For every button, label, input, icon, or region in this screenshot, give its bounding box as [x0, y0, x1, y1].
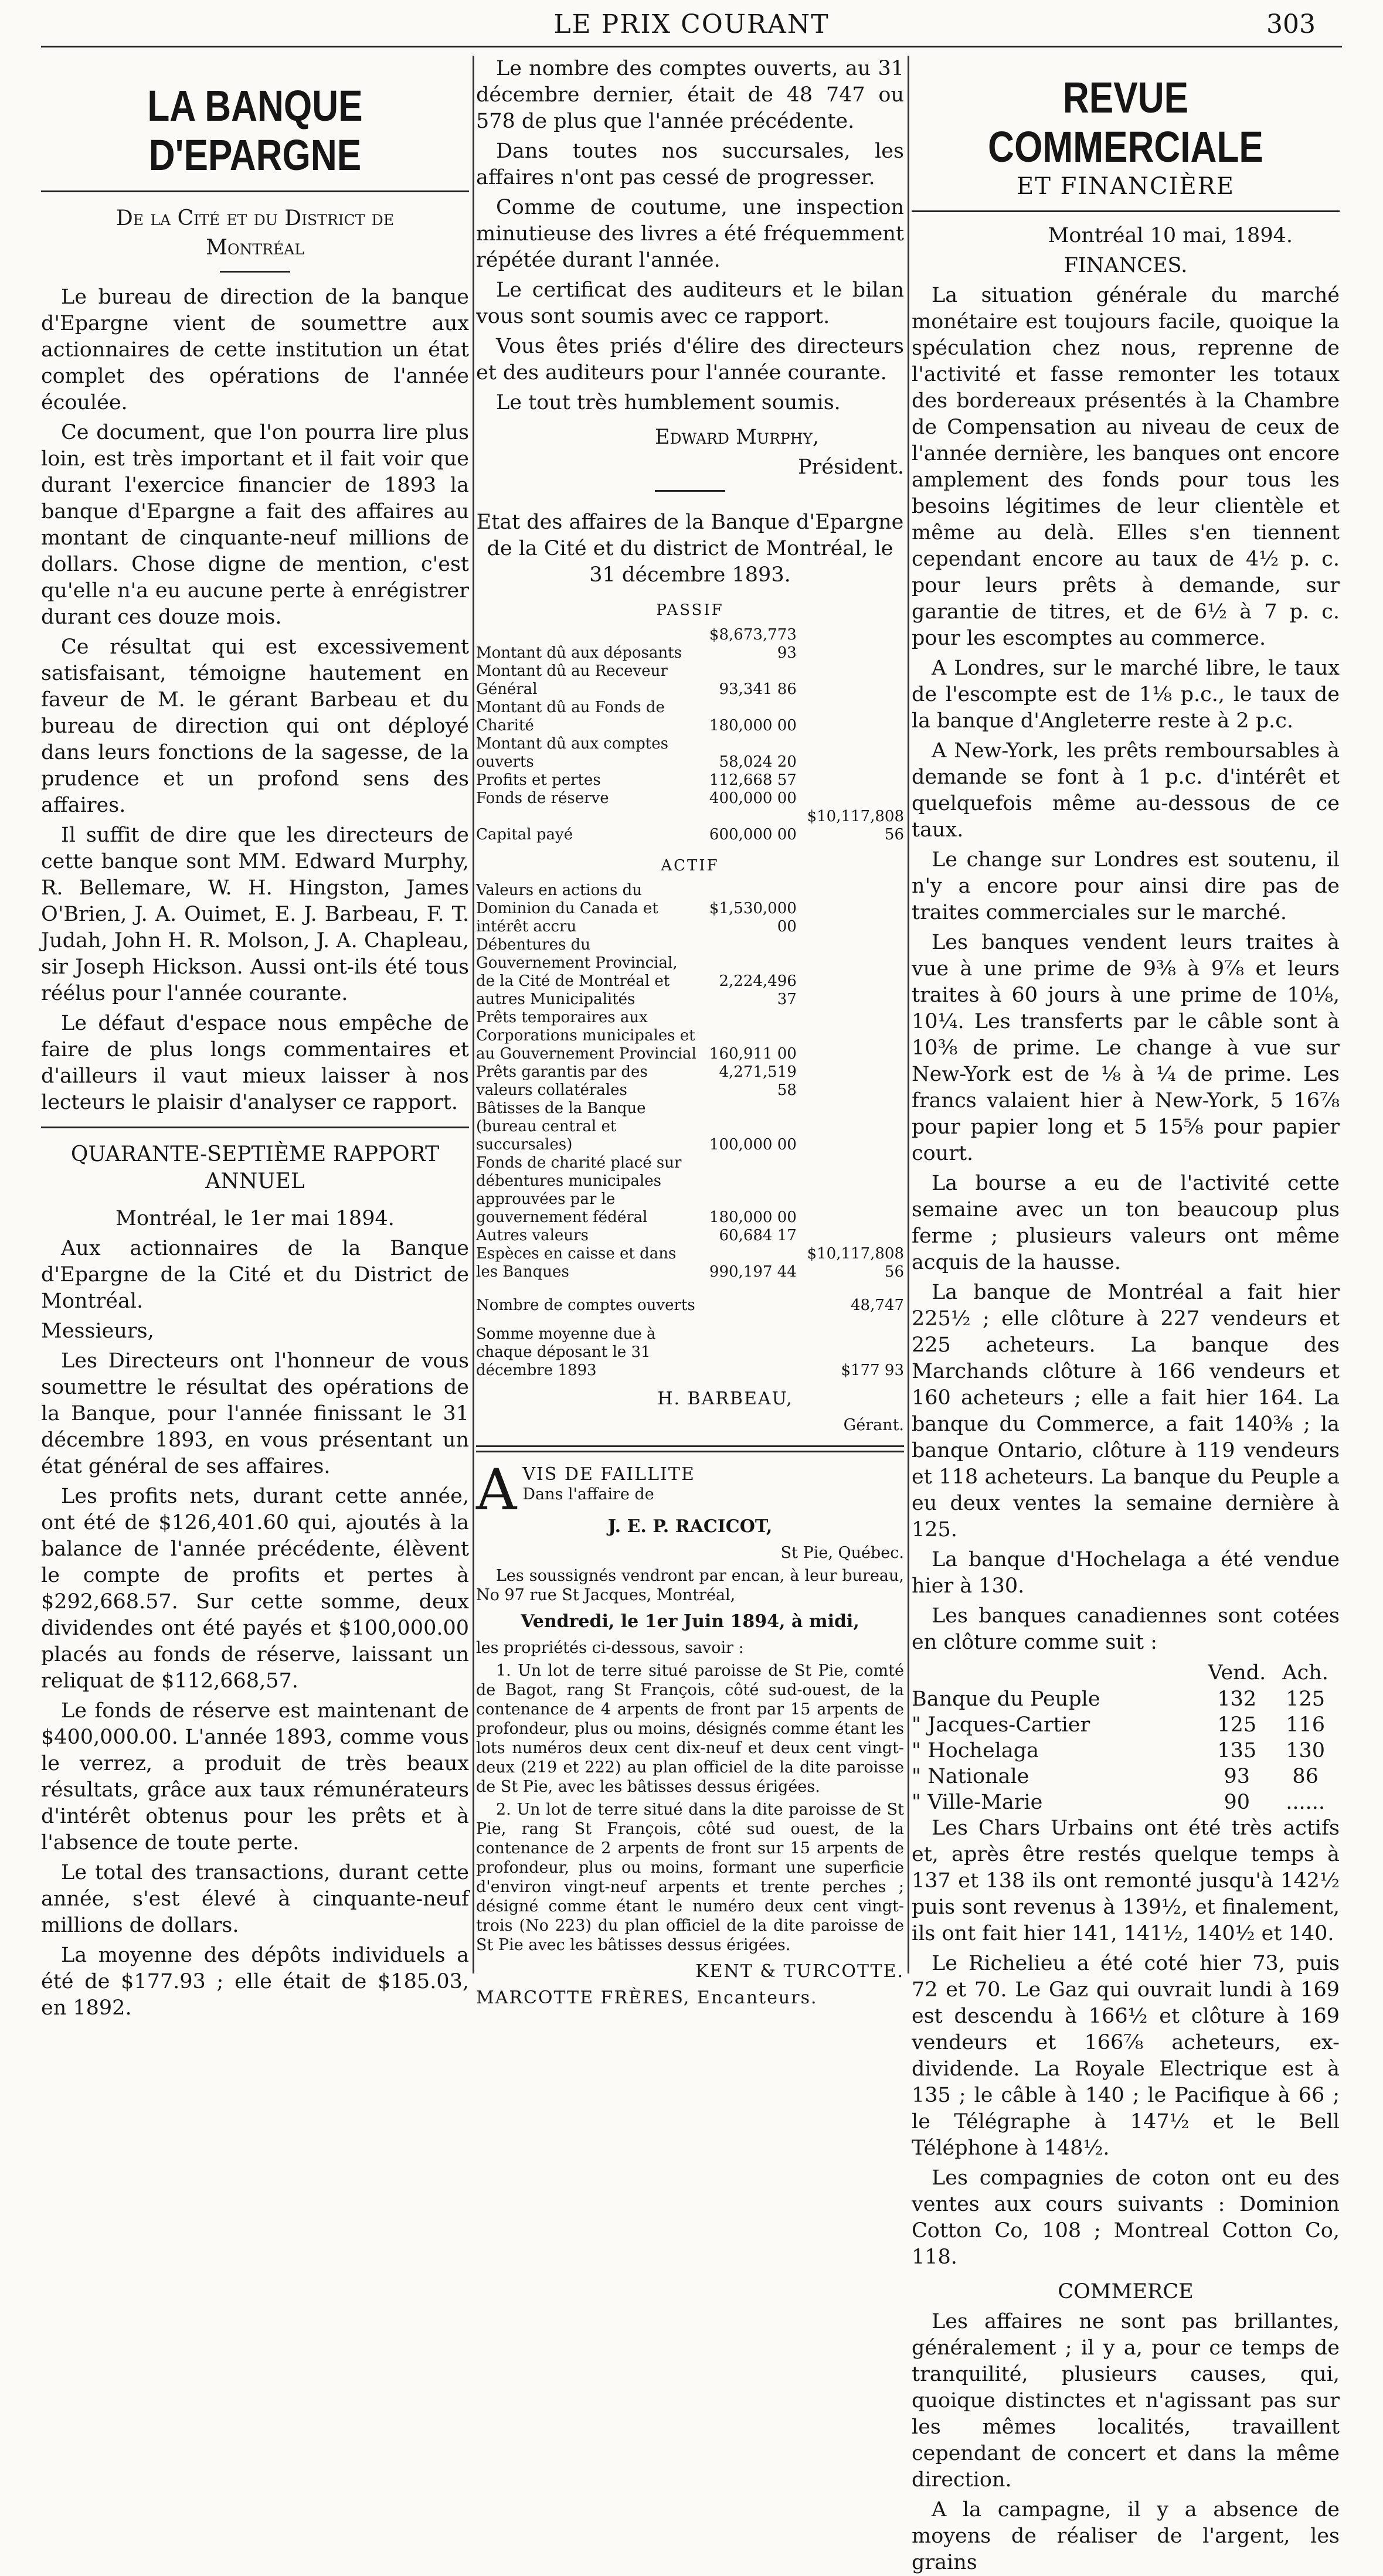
bank-quotes-table	[912, 1659, 1340, 1815]
notice-signature: KENT & TURCOTTE.	[695, 1961, 904, 1982]
table-row	[476, 662, 904, 699]
subsection-heading: FINANCES.	[1063, 254, 1188, 277]
quote-vend: 132	[1217, 1687, 1257, 1711]
row-total	[801, 662, 904, 699]
notice-date: Vendredi, le 1er Juin 1894, à midi,	[521, 1611, 859, 1632]
row-total	[801, 1100, 904, 1154]
column-middle	[476, 56, 904, 2008]
paragraph: A Londres, sur le marché libre, le taux de l'escompte est de 1⅛ p.c., le taux de la banque d'Angleterre reste à 2 p.c.	[912, 656, 1340, 733]
quote-ach: ......	[1286, 1791, 1325, 1814]
signature-name: Edward Murphy,	[654, 426, 820, 449]
notice-intro: Les soussignés vendront par encan, à leur bureau, No 97 rue St Jacques, Montréal,	[476, 1567, 904, 1604]
table-row	[476, 1063, 904, 1100]
row-total	[801, 735, 904, 771]
paragraph: Les Directeurs ont l'honneur de vous soumettre le résultat des opérations de la Banque, pour l'année finissant le 31 décembre 1893, en vous présentant un état général de ses affaires.	[41, 1349, 469, 1478]
table-row	[476, 699, 904, 735]
paragraph: Le tout très humblement soumis.	[496, 391, 841, 414]
row-amount: $1,530,000 00	[709, 900, 797, 935]
row-total	[801, 1009, 904, 1063]
paragraph: Le Richelieu a été coté hier 73, puis 72 et 70. Le Gaz qui ouvrait lundi à 169 est descendu à 166½ et clôture à 169 vendeurs et 166⅞ acheteurs, ex-dividende. La Royale Electrique est à 135 ; le câble à 140 ; le Pacifique à 66 ; le Télégraphe à 147½ et le Bell Téléphone à 148½.	[912, 1952, 1340, 2160]
notice-title: VIS DE FAILLITE	[522, 1464, 695, 1485]
notice-name: J. E. P. RACICOT,	[607, 1516, 773, 1537]
table-row	[912, 1789, 1340, 1815]
row-label: Espèces en caisse et dans les Banques	[476, 1245, 677, 1281]
paragraph: Dans toutes nos succursales, les affaires n'ont pas cessé de progresser.	[476, 139, 904, 189]
row-total	[801, 626, 904, 662]
row-amount: 600,000 00	[709, 826, 797, 843]
paragraph: Le bureau de direction de la banque d'Epargne vient de soumettre aux actionnaires de cette institution un état complet des opérations de l'année écoulée.	[41, 285, 469, 414]
report-date: Montréal, le 1er mai 1894.	[115, 1207, 395, 1230]
row-label: Montant dû au Receveur Général	[476, 662, 668, 698]
row-amount: 60,684 17	[719, 1227, 797, 1244]
column-left	[41, 56, 469, 2020]
table-row	[476, 626, 904, 662]
row-label: Fonds de charité placé sur débentures municipales approuvées par le gouvernement fédéral	[476, 1154, 682, 1226]
column-right	[912, 56, 1340, 2574]
row-total: 48,747	[851, 1296, 904, 1314]
drop-cap: A	[476, 1457, 517, 1523]
row-label: Somme moyenne due à chaque déposant le 31 décembre 1893	[476, 1325, 656, 1379]
column-header: Ach.	[1282, 1661, 1328, 1685]
summary-table	[476, 1296, 904, 1380]
newspaper-title: LE PRIX COURANT	[553, 9, 830, 39]
section-subhead: ET FINANCIÈRE	[1017, 173, 1235, 200]
paragraph: Les banques canadiennes sont cotées en clôture comme suit :	[912, 1604, 1340, 1654]
salutation: Messieurs,	[41, 1319, 154, 1343]
row-amount: 180,000 00	[709, 1209, 797, 1226]
notice-place: St Pie, Québec.	[780, 1544, 904, 1562]
quote-bank-name: " Ville-Marie	[912, 1791, 1043, 1814]
quote-bank-name: Banque du Peuple	[912, 1687, 1100, 1711]
actif-table	[476, 882, 904, 1281]
table-row	[476, 771, 904, 790]
row-total	[801, 771, 904, 790]
statement-title: Etat des affaires de la Banque d'Epargne de la Cité et du district de Montréal, le 31 décembre 1893.	[476, 511, 904, 587]
manager-name: H. BARBEAU,	[657, 1389, 793, 1409]
page-header	[0, 0, 1383, 47]
quote-vend: 90	[1224, 1791, 1251, 1814]
paragraph: La banque d'Hochelaga a été vendue hier à 130.	[912, 1548, 1340, 1598]
signature-title: Président.	[798, 455, 904, 479]
table-row	[476, 1245, 904, 1281]
row-total	[801, 790, 904, 808]
row-label: Montant dû au Fonds de Charité	[476, 699, 665, 734]
row-amount: 160,911 00	[709, 1045, 797, 1063]
paragraph: Il suffit de dire que les directeurs de cette banque sont MM. Edward Murphy, R. Bellemare, W. H. Hingston, James O'Brien, J. A. Ouimet, E. J. Barbeau, F. T. Judah, John H. R. Molson, J. A. Chapleau, sir Joseph Hickson. Aussi ont-ils été tous réélus pour l'année courante.	[41, 823, 469, 1005]
article-subtitle: Montréal	[206, 236, 304, 260]
quote-ach: 116	[1286, 1713, 1325, 1737]
table-row	[912, 1712, 1340, 1738]
row-total: $10,117,808 56	[807, 808, 904, 843]
row-amount: 4,271,519 58	[719, 1063, 797, 1099]
row-total: $10,117,808 56	[807, 1245, 904, 1281]
row-label: Débentures du Gouvernement Provincial, de la Cité de Montréal et autres Municipalités	[476, 936, 678, 1008]
quote-ach: 125	[1286, 1687, 1325, 1711]
bankruptcy-notice	[476, 1457, 904, 2008]
table-row	[912, 1764, 1340, 1789]
row-total	[801, 1154, 904, 1227]
row-label: Prêts temporaires aux Corporations municipales et au Gouvernement Provincial	[476, 1009, 696, 1063]
paragraph: La moyenne des dépôts individuels a été de $177.93 ; elle était de $185.03, en 1892.	[41, 1944, 469, 2020]
quote-vend: 135	[1217, 1739, 1257, 1762]
section-masthead: REVUE COMMERCIALE	[988, 73, 1263, 171]
paragraph: Ce résultat qui est excessivement satisfaisant, témoigne hautement en faveur de M. le gérant Barbeau et du bureau de direction qui ont déployé dans leurs fonctions de la sagesse, de la prudence et un profond sens des affaires.	[41, 635, 469, 817]
row-label: Valeurs en actions du Dominion du Canada et intérêt accru	[476, 882, 658, 935]
row-amount: 990,197 44	[709, 1263, 797, 1281]
rule	[220, 271, 290, 273]
rule	[41, 1127, 469, 1128]
row-label: Bâtisses de la Banque (bureau central et succursales)	[476, 1100, 646, 1153]
article-masthead: LA BANQUE D'EPARGNE	[147, 81, 363, 179]
page-number: 303	[1266, 9, 1316, 39]
row-total: $177 93	[841, 1362, 904, 1379]
column-header: Vend.	[1208, 1661, 1266, 1685]
row-amount: 93,341 86	[719, 680, 797, 698]
row-total	[801, 936, 904, 1009]
paragraph: Le total des transactions, durant cette année, s'est élevé à cinquante-neuf millions de dollars.	[41, 1861, 469, 1937]
row-amount: 2,224,496 37	[719, 972, 797, 1008]
table-row	[476, 1325, 904, 1380]
paragraph: La banque de Montréal a fait hier 225½ ; elle clôture à 227 vendeurs et 225 acheteurs. La banque des Marchands clôture à 166 vendeurs et 160 acheteurs ; elle a fait hier 164. La banque du Commerce, a fait 140⅜ ; la banque Ontario, clôture à 119 vendeurs et 118 acheteurs. La banque du Peuple a eu deux ventes la semaine dernière à 125.	[912, 1281, 1340, 1541]
table-row	[476, 882, 904, 936]
quote-bank-name: " Nationale	[912, 1765, 1029, 1788]
paragraph: Comme de coutume, une inspection minutieuse des livres a été fréquemment répétée durant l'année.	[476, 196, 904, 272]
quote-ach: 86	[1292, 1765, 1319, 1788]
section-date: Montréal 10 mai, 1894.	[1048, 224, 1293, 247]
article-subtitle: De la Cité et du District de	[115, 206, 395, 230]
header-rule	[41, 46, 1342, 47]
paragraph: Vous êtes priés d'élire des directeurs et des auditeurs pour l'année courante.	[476, 335, 904, 384]
row-label: Nombre de comptes ouverts	[476, 1296, 695, 1314]
table-row	[476, 808, 904, 844]
row-label: Fonds de réserve	[476, 790, 609, 807]
table-row	[476, 936, 904, 1009]
paragraph: Le fonds de réserve est maintenant de $400,000.00. L'année 1893, comme vous le verrez, a produit de très beaux résultats, grâce aux taux rémunérateurs d'intérêt obtenus pour les prêts et à l'absence de toute perte.	[41, 1699, 469, 1854]
quote-vend: 93	[1224, 1765, 1251, 1788]
paragraph: Le défaut d'espace nous empêche de faire de plus longs commentaires et d'ailleurs il vaut mieux laisser à nos lecteurs le plaisir d'analyser ce rapport.	[41, 1012, 469, 1114]
row-amount: 400,000 00	[709, 790, 797, 807]
table-row	[476, 1154, 904, 1227]
passif-heading: PASSIF	[656, 601, 724, 619]
row-label: Capital payé	[476, 826, 573, 843]
quote-bank-name: " Jacques-Cartier	[912, 1713, 1090, 1737]
row-amount: 112,668 57	[709, 771, 797, 789]
notice-line: Dans l'affaire de	[522, 1485, 654, 1503]
row-amount: 180,000 00	[709, 717, 797, 734]
row-total	[801, 1063, 904, 1100]
row-total	[801, 1227, 904, 1245]
paragraph: Les profits nets, durant cette année, ont été de $126,401.60 qui, ajoutés à la balance de l'année précédente, élèvent le compte de profits et pertes à $292,668.57. Sur cette somme, deux dividendes ont été payés et $100,000.00 placés au fonds de réserve, laissant un reliquat de $112,668,57.	[41, 1485, 469, 1693]
row-label: Prêts garantis par des valeurs collatérales	[476, 1063, 648, 1099]
row-total	[801, 699, 904, 735]
paragraph: Le certificat des auditeurs et le bilan vous sont soumis avec ce rapport.	[476, 278, 904, 328]
paragraph: Le nombre des comptes ouverts, au 31 décembre dernier, était de 48 747 ou 578 de plus que l'année précédente.	[476, 57, 904, 133]
paragraph: La situation générale du marché monétaire est toujours facile, quoique la spéculation chez nous, reprenne de l'activité et fasse remonter les totaux des bordereaux présentés à la Chambre de Compensation au niveau de ceux de l'année dernière, les banques ont encore amplement des fonds pour tous les besoins légitimes de leur clientèle et même au delà. Elles s'en tiennent cependant encore au taux de 4½ p. c. pour leurs prêts à demande, sur garantie de titres, et de 6½ à 7 p. c. pour les escomptes au commerce.	[912, 284, 1340, 650]
table-row	[912, 1738, 1340, 1764]
table-row	[476, 1100, 904, 1154]
table-row	[476, 1296, 904, 1315]
paragraph: La bourse a eu de l'activité cette semaine avec un ton beaucoup plus ferme ; plusieurs valeurs ont même acquis de la hausse.	[912, 1172, 1340, 1274]
notice-lot: 1. Un lot de terre situé paroisse de St Pie, comté de Bagot, rang St François, côté sud-ouest, de la contenance de 4 arpents de front par 15 arpents de profondeur, plus ou moins, désignés comme étant les lots numéros deux cent dix-neuf et deux cent vingt-deux (219 et 222) au plan officiel de la dite paroisse de St Pie, avec les bâtisses dessus érigées.	[476, 1662, 904, 1796]
rule	[476, 1445, 904, 1452]
rule	[912, 210, 1340, 212]
row-amount: 58,024 20	[719, 753, 797, 771]
notice-auctioneers: MARCOTTE FRÈRES, Encanteurs.	[476, 1988, 818, 2008]
table-row	[476, 1227, 904, 1245]
paragraph: Le change sur Londres est soutenu, il n'y a encore pour ainsi dire pas de traites commerciales sur le marché.	[912, 848, 1340, 924]
passif-table	[476, 626, 904, 844]
table-row	[476, 790, 904, 808]
subsection-heading: COMMERCE	[1058, 2280, 1194, 2303]
paragraph: Les banques vendent leurs traites à vue à une prime de 9⅜ à 9⅞ et leurs traites à 60 jours à une prime de 10⅛, 10¼. Les transferts par le câble sont à 10⅜ de prime. Le change à vue sur New-York est de ⅛ à ¼ de prime. Les francs valaient hier à New-York, 5 16⅞ pour papier long et 5 15⅝ pour papier court.	[912, 931, 1340, 1165]
quote-vend: 125	[1217, 1713, 1257, 1737]
row-amount: 100,000 00	[709, 1136, 797, 1153]
report-title: QUARANTE-SEPTIÈME RAPPORT ANNUEL	[70, 1142, 440, 1193]
quote-ach: 130	[1286, 1739, 1325, 1762]
column-divider	[473, 56, 474, 1973]
row-label: Autres valeurs	[476, 1227, 589, 1244]
column-divider	[908, 56, 909, 1973]
quote-bank-name: " Hochelaga	[912, 1739, 1039, 1762]
row-label: Montant dû aux comptes ouverts	[476, 735, 668, 771]
row-amount: $8,673,773 93	[709, 626, 797, 662]
rule	[41, 190, 469, 192]
notice-lot: 2. Un lot de terre situé dans la dite paroisse de St Pie, rang St François, côté sud ouest, de la contenance de 2 arpents de front sur 15 arpents de profondeur, plus ou moins, formant une superficie d'environ vingt-neuf arpents et trente perches ; désigné comme étant le numéro deux cent vingt-trois (No 223) du plan officiel de la dite paroisse de St Pie avec les bâtisses dessus érigées.	[476, 1801, 904, 1954]
row-label: Montant dû aux déposants	[476, 644, 682, 662]
paragraph: Les compagnies de coton ont eu des ventes aux cours suivants : Dominion Cotton Co, 108 ; Montreal Cotton Co, 118.	[912, 2166, 1340, 2269]
paragraph: Ce document, que l'on pourra lire plus loin, est très important et il fait voir que durant l'exercice financier de 1893 la banque d'Epargne a fait des affaires au montant de cinquante-neuf millions de dollars. Chose digne de mention, c'est qu'elle n'a eu aucune perte à enrégistrer durant ces douze mois.	[41, 421, 469, 629]
row-total	[801, 882, 904, 936]
paragraph: Les affaires ne sont pas brillantes, généralement ; il y a, pour ce temps de tranquilité, plusieurs causes, qui, quoique distinctes et n'agissant pas sur les mêmes localités, travaillent cependant de concert et dans la même direction.	[912, 2310, 1340, 2492]
table-row	[912, 1686, 1340, 1712]
rule	[655, 490, 725, 492]
manager-title: Gérant.	[843, 1416, 904, 1434]
table-row	[476, 1009, 904, 1063]
row-label: Profits et pertes	[476, 771, 601, 789]
actif-heading: ACTIF	[661, 857, 719, 874]
paragraph: A New-York, les prêts remboursables à demande se font à 1 p.c. d'intérêt et quelquefois même au-dessous de ce taux.	[912, 739, 1340, 842]
table-row	[476, 735, 904, 771]
report-address: Aux actionnaires de la Banque d'Epargne de la Cité et du District de Montréal.	[41, 1237, 469, 1313]
paragraph: A la campagne, il y a absence de moyens de réaliser de l'argent, les grains	[912, 2498, 1340, 2574]
notice-lead: les propriétés ci-dessous, savoir :	[476, 1639, 744, 1657]
paragraph: Les Chars Urbains ont été très actifs et, après être restés quelque temps à 137 et 138 ils ont remonté jusqu'à 142½ puis sont revenus à 139½, et finalement, ils ont fait hier 141, 141½, 140½ et 140.	[912, 1816, 1340, 1945]
